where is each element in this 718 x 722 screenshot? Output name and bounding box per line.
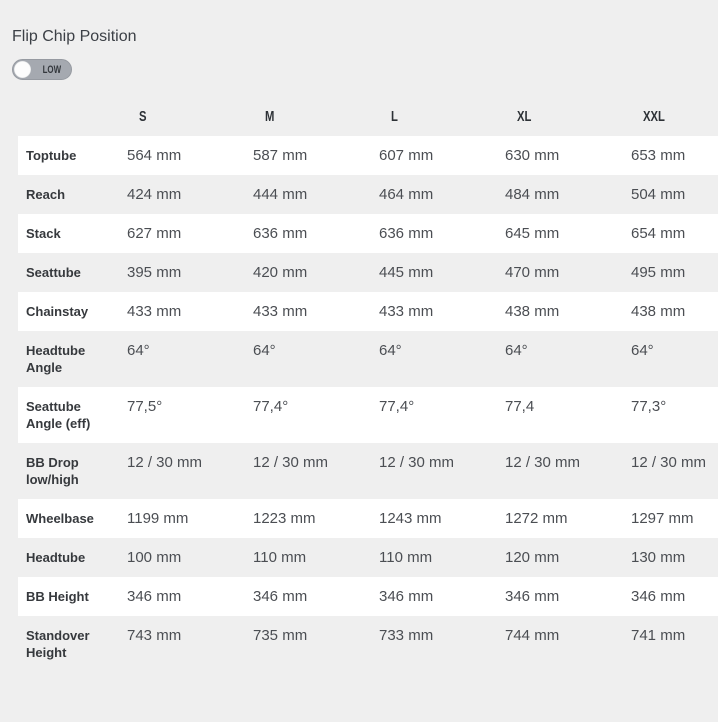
- geometry-table-wrap: [18, 96, 718, 672]
- spec-value: 636 mm: [253, 225, 308, 242]
- spec-value: 433 mm: [127, 303, 182, 320]
- spec-value: 645 mm: [505, 225, 560, 242]
- size-column-header-label: S: [139, 107, 147, 125]
- spec-value: 12 / 30 mm: [253, 454, 329, 471]
- spec-value: 433 mm: [253, 303, 308, 320]
- page-title: Flip Chip Position: [12, 28, 137, 45]
- spec-row: [18, 499, 718, 538]
- spec-value: 433 mm: [379, 303, 434, 320]
- spec-value: 64°: [631, 342, 654, 359]
- size-column-header-l: [379, 96, 505, 136]
- spec-label: Headtube: [26, 550, 86, 565]
- spec-value: 735 mm: [253, 627, 308, 644]
- spec-label: Stack: [26, 226, 61, 241]
- spec-label: Wheelbase: [26, 511, 94, 526]
- spec-value: 445 mm: [379, 264, 434, 281]
- flip-chip-toggle[interactable]: [12, 59, 72, 80]
- size-column-header-s: [127, 96, 253, 136]
- size-column-header-label: L: [391, 107, 398, 125]
- spec-value: 12 / 30 mm: [127, 454, 203, 471]
- spec-value: 12 / 30 mm: [379, 454, 455, 471]
- spec-value: 130 mm: [631, 549, 686, 566]
- spec-row: [18, 387, 718, 443]
- spec-value: 77,5°: [127, 398, 163, 415]
- spec-value: 12 / 30 mm: [505, 454, 581, 471]
- spec-value: 470 mm: [505, 264, 560, 281]
- geometry-table: [18, 96, 718, 672]
- spec-value: 64°: [127, 342, 150, 359]
- spec-value: 1297 mm: [631, 510, 694, 527]
- toggle-state: [34, 60, 69, 79]
- spec-value: 110 mm: [379, 549, 433, 566]
- spec-value: 120 mm: [505, 549, 560, 566]
- spec-value: 654 mm: [631, 225, 686, 242]
- spec-label: BB Height: [26, 589, 89, 604]
- spec-value: 1243 mm: [379, 510, 442, 527]
- spec-value: 77,4: [505, 398, 535, 415]
- spec-value: 346 mm: [505, 588, 560, 605]
- size-column-header-label: M: [265, 107, 275, 125]
- size-column-header-label: XL: [517, 107, 532, 125]
- spec-value: 733 mm: [379, 627, 434, 644]
- spec-label: Seattube Angle (eff): [26, 399, 91, 431]
- spec-label: BB Drop low/high: [26, 455, 79, 487]
- spec-value: 1272 mm: [505, 510, 568, 527]
- spec-value: 504 mm: [631, 186, 686, 203]
- spec-label-column-header: [18, 96, 127, 136]
- spec-value: 77,4°: [379, 398, 415, 415]
- spec-value: 110 mm: [253, 549, 307, 566]
- spec-value: 64°: [505, 342, 528, 359]
- spec-row: [18, 175, 718, 214]
- spec-row: [18, 253, 718, 292]
- spec-value: 743 mm: [127, 627, 182, 644]
- spec-value: 346 mm: [127, 588, 182, 605]
- spec-value: 630 mm: [505, 147, 560, 164]
- spec-value: 495 mm: [631, 264, 686, 281]
- size-column-header-label: XXL: [643, 107, 665, 125]
- size-column-header-xl: [505, 96, 631, 136]
- size-header-row: [18, 96, 718, 136]
- spec-value: 346 mm: [379, 588, 434, 605]
- toggle-knob-icon: [14, 61, 31, 78]
- spec-value: 77,3°: [631, 398, 667, 415]
- spec-value: 653 mm: [631, 147, 686, 164]
- spec-row: [18, 136, 718, 175]
- spec-value: 12 / 30 mm: [631, 454, 707, 471]
- spec-value: 607 mm: [379, 147, 434, 164]
- spec-value: 564 mm: [127, 147, 182, 164]
- spec-value: 424 mm: [127, 186, 182, 203]
- spec-row: [18, 538, 718, 577]
- size-column-header-m: [253, 96, 379, 136]
- spec-label: Headtube Angle: [26, 343, 86, 375]
- spec-label: Chainstay: [26, 304, 89, 319]
- spec-value: 420 mm: [253, 264, 308, 281]
- spec-value: 1199 mm: [127, 510, 189, 527]
- spec-row: [18, 331, 718, 387]
- spec-value: 346 mm: [631, 588, 686, 605]
- page: [0, 28, 718, 722]
- spec-value: 346 mm: [253, 588, 308, 605]
- spec-row: [18, 577, 718, 616]
- spec-value: 744 mm: [505, 627, 560, 644]
- spec-value: 438 mm: [505, 303, 560, 320]
- spec-label: Standover Height: [26, 628, 90, 660]
- spec-value: 77,4°: [253, 398, 289, 415]
- spec-value: 438 mm: [631, 303, 686, 320]
- toggle-state-label: LOW: [42, 63, 61, 76]
- spec-value: 100 mm: [127, 549, 182, 566]
- spec-row: [18, 292, 718, 331]
- spec-value: 627 mm: [127, 225, 182, 242]
- flip-chip-section: [0, 28, 718, 672]
- spec-value: 1223 mm: [253, 510, 316, 527]
- spec-row: [18, 443, 718, 499]
- spec-label: Toptube: [26, 148, 77, 163]
- spec-label: Reach: [26, 187, 66, 202]
- spec-value: 464 mm: [379, 186, 434, 203]
- spec-value: 395 mm: [127, 264, 182, 281]
- spec-row: [18, 616, 718, 672]
- spec-value: 64°: [253, 342, 276, 359]
- spec-value: 484 mm: [505, 186, 560, 203]
- spec-value: 64°: [379, 342, 402, 359]
- spec-label: Seattube: [26, 265, 81, 280]
- spec-value: 636 mm: [379, 225, 434, 242]
- spec-value: 587 mm: [253, 147, 308, 164]
- spec-value: 444 mm: [253, 186, 308, 203]
- size-column-header-xxl: [631, 96, 718, 136]
- spec-value: 741 mm: [631, 627, 686, 644]
- spec-row: [18, 214, 718, 253]
